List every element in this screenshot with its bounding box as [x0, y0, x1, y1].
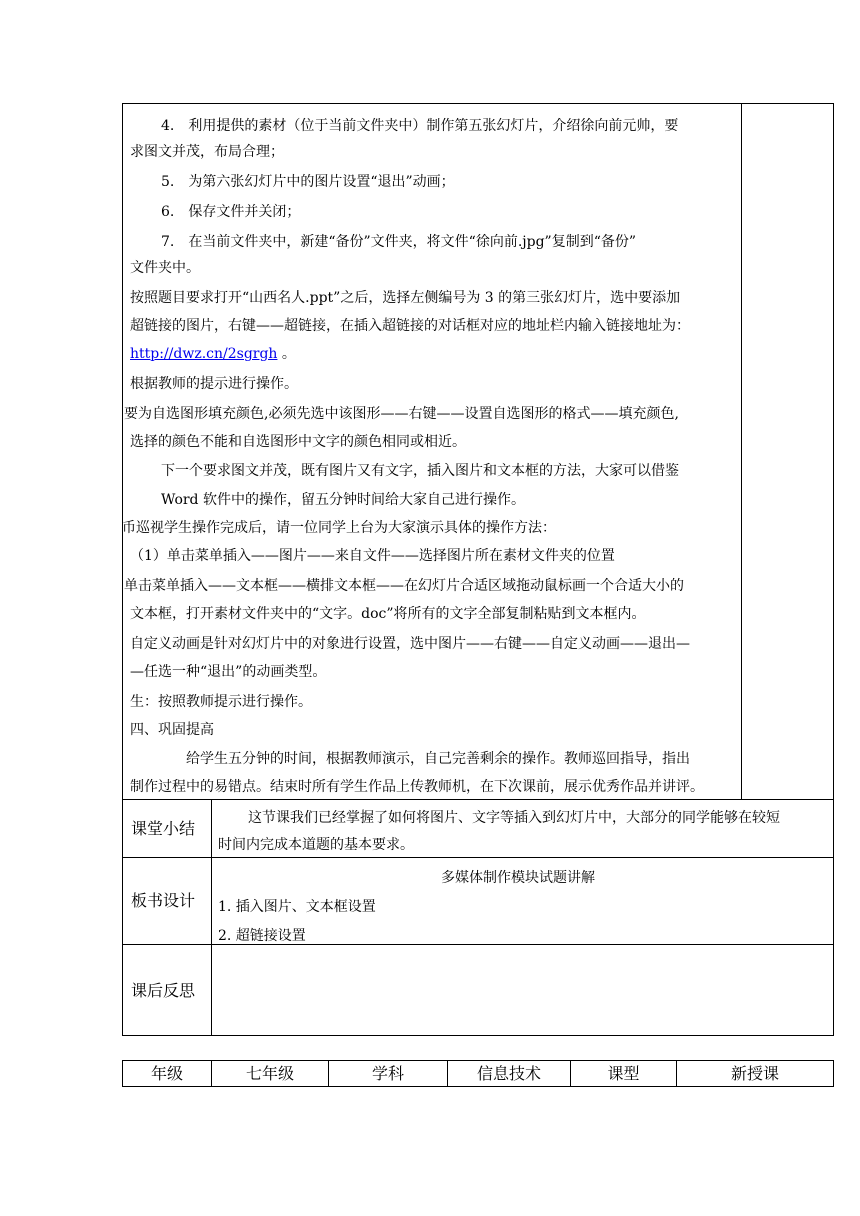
content-line: 币巡视学生操作完成后，请一位同学上台为大家演示具体的操作方法： — [122, 520, 556, 536]
info-table-top — [122, 1060, 834, 1061]
board-item: 1. 插入图片、文本框设置 — [218, 899, 376, 915]
content-line: 生：按照教师提示进行操作。 — [130, 694, 312, 710]
summary-label: 课堂小结 — [131, 819, 196, 838]
content-line: 根据教师的提示进行操作。 — [130, 376, 298, 392]
table-top-border — [122, 103, 834, 104]
summary-line: 时间内完成本道题的基本要求。 — [218, 837, 414, 853]
board-title: 多媒体制作模块试题讲解 — [441, 870, 595, 886]
reflection-label: 课后反思 — [131, 981, 196, 1000]
grade-value: 七年级 — [245, 1064, 294, 1083]
table-left-border — [122, 103, 123, 1036]
table-right-border — [833, 103, 834, 1036]
content-line: 制作过程中的易错点。结束时所有学生作品上传教师机，在下次课前，展示优秀作品并讲评。 — [130, 779, 704, 795]
hyperlink-suffix: 。 — [277, 346, 296, 362]
hyperlink-line — [130, 344, 296, 364]
content-line: Word 软件中的操作，留五分钟时间给大家自己进行操作。 — [161, 492, 525, 508]
content-line: 要为自选图形填充颜色,必须先选中该图形——右键——设置自选图形的格式——填充颜色, — [124, 406, 679, 422]
reflection-content — [218, 952, 818, 1028]
hyperlink-url[interactable]: http://dwz.cn/2sgrgh — [130, 346, 278, 362]
subject-value: 信息技术 — [476, 1064, 541, 1083]
board-item: 2. 超链接设置 — [218, 928, 306, 944]
section-heading: 四、巩固提高 — [130, 722, 214, 738]
label-column-border — [211, 799, 212, 1036]
content-line: 下一个要求图文并茂，既有图片又有文字，插入图片和文本框的方法，大家可以借鉴 — [161, 463, 679, 479]
content-line: 5. 为第六张幻灯片中的图片设置“退出”动画； — [161, 174, 455, 190]
board-label: 板书设计 — [131, 891, 196, 910]
subject-label: 学科 — [371, 1064, 404, 1083]
info-table-border — [833, 1060, 834, 1087]
content-line: 给学生五分钟的时间，根据教师演示，自己完善剩余的操作。教师巡回指导，指出 — [186, 751, 690, 767]
content-line: 单击菜单插入——文本框——横排文本框——在幻灯片合适区域拖动鼠标画一个合适大小的 — [124, 578, 684, 594]
lesson-type-label: 课型 — [607, 1064, 640, 1083]
content-line: 超链接的图片，右键——超链接，在插入超链接的对话框对应的地址栏内输入链接地址为： — [130, 318, 690, 334]
content-line: 文本框，打开素材文件夹中的“文字。doc”将所有的文字全部复制粘贴到文本框内。 — [130, 606, 646, 622]
row-divider-board — [122, 857, 834, 858]
content-line: 选择的颜色不能和自选图形中文字的颜色相同或相近。 — [130, 434, 466, 450]
content-line: 按照题目要求打开“山西名人.ppt”之后，选择左侧编号为 3 的第三张幻灯片，选中要添加 — [130, 290, 681, 306]
content-line: 自定义动画是针对幻灯片中的对象进行设置，选中图片——右键——自定义动画——退出— — [130, 636, 690, 652]
content-right-column-border — [741, 103, 742, 800]
content-line: 求图文并茂，布局合理； — [130, 144, 284, 160]
grade-label: 年级 — [150, 1064, 183, 1083]
lesson-type-value: 新授课 — [730, 1064, 779, 1083]
content-line: 文件夹中。 — [130, 260, 200, 276]
content-line: （1）单击菜单插入——图片——来自文件——选择图片所在素材文件夹的位置 — [130, 548, 615, 564]
row-divider-summary — [122, 799, 834, 800]
summary-line: 这节课我们已经掌握了如何将图片、文字等插入到幻灯片中，大部分的同学能够在较短 — [248, 810, 780, 826]
content-line: 4. 利用提供的素材（位于当前文件夹中）制作第五张幻灯片，介绍徐向前元帅，要 — [161, 118, 679, 134]
info-table-bottom — [122, 1086, 834, 1087]
content-line: —任选一种“退出”的动画类型。 — [130, 664, 327, 680]
content-line: 6. 保存文件并关闭； — [161, 204, 301, 220]
content-line: 7. 在当前文件夹中，新建“备份”文件夹，将文件“徐向前.jpg”复制到“备份” — [161, 234, 637, 250]
table-bottom-border — [122, 1035, 834, 1036]
